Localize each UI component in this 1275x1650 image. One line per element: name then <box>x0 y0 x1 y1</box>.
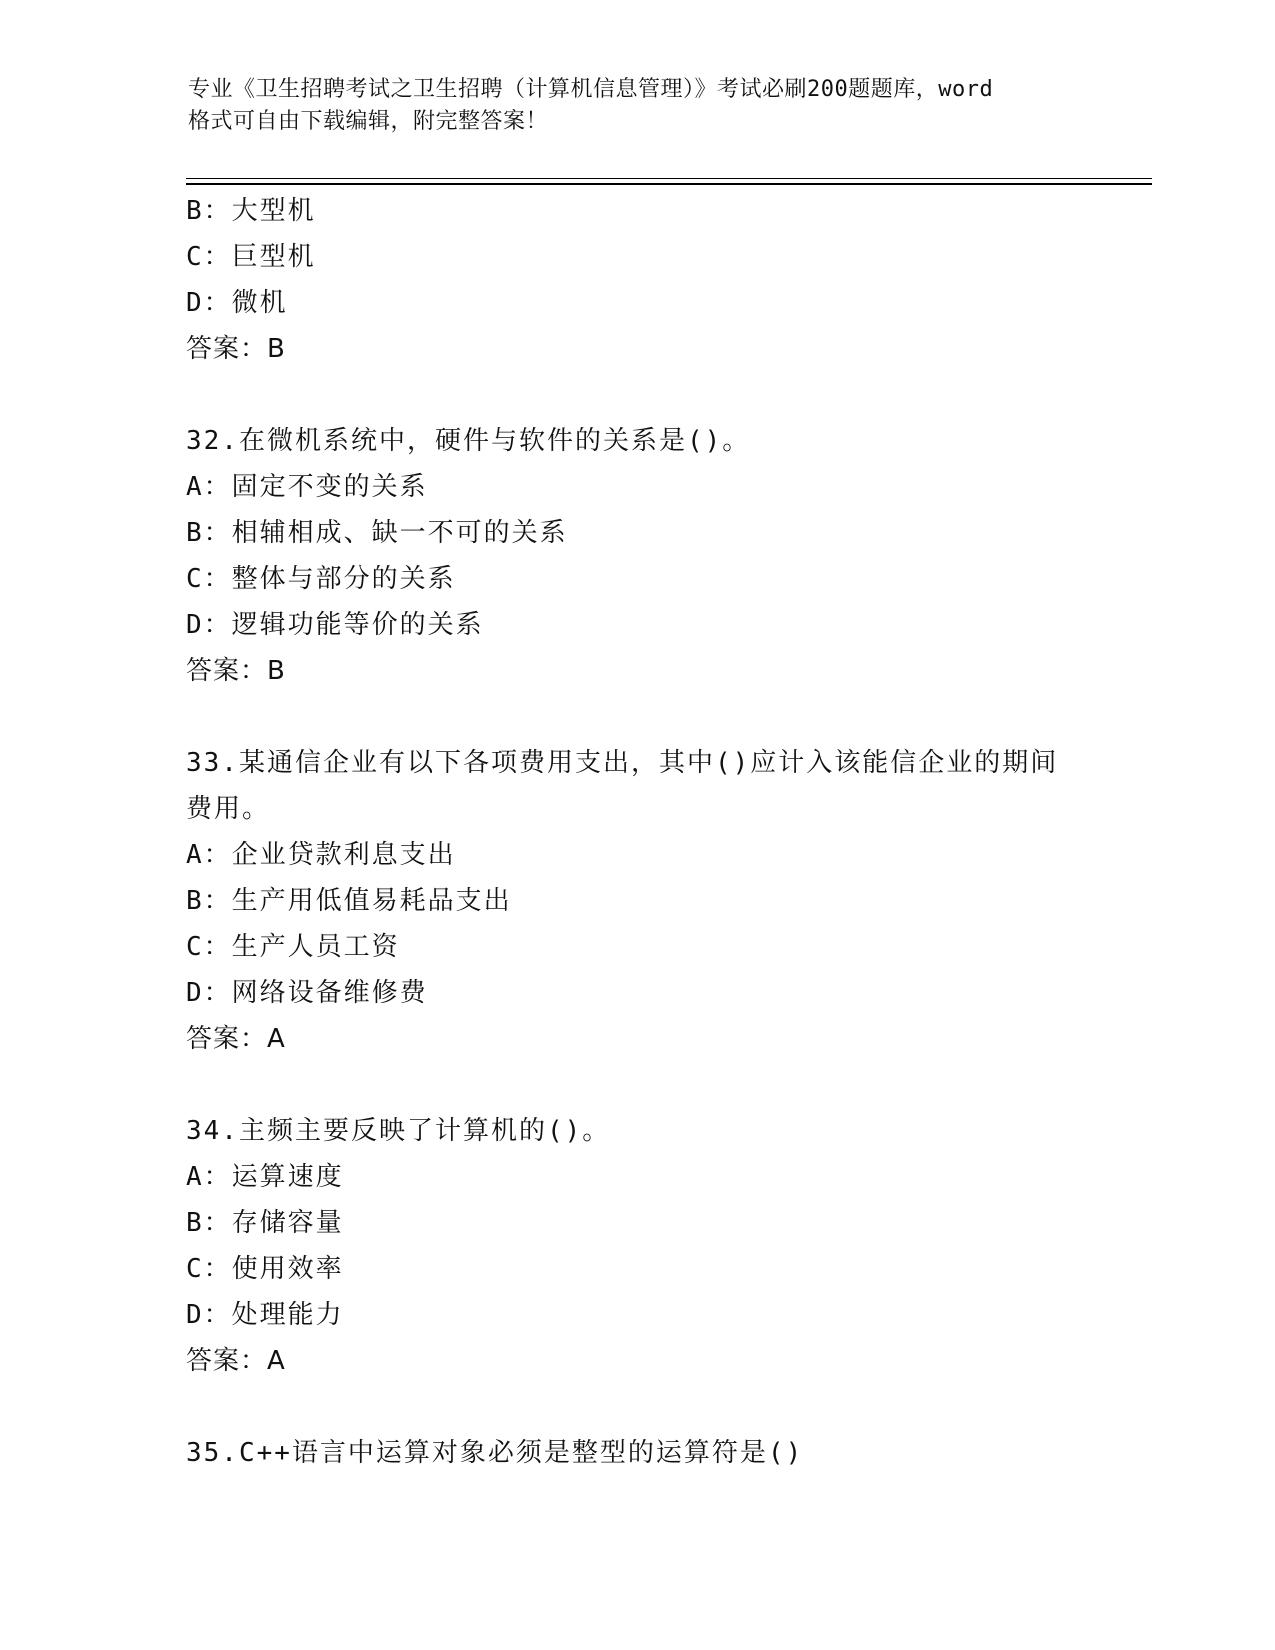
question-list <box>186 188 1086 1476</box>
option-c: C：使用效率 <box>186 1254 344 1284</box>
option-d: D：逻辑功能等价的关系 <box>186 610 484 640</box>
answer: 答案：A <box>186 1024 286 1054</box>
option-c: C：生产人员工资 <box>186 932 400 962</box>
question-stem: 32.在微机系统中，硬件与软件的关系是()。 <box>186 426 751 456</box>
option-a: A：企业贷款利息支出 <box>186 840 456 870</box>
answer: 答案：B <box>186 334 286 364</box>
document-header <box>188 74 1088 138</box>
spacer <box>186 372 1086 418</box>
spacer <box>186 1384 1086 1430</box>
question-stem-line-2: 费用。 <box>186 794 271 824</box>
header-rule-thin <box>186 178 1152 179</box>
option-a: A：固定不变的关系 <box>186 472 428 502</box>
option-c: C：整体与部分的关系 <box>186 564 456 594</box>
option-d: D：处理能力 <box>186 1300 344 1330</box>
answer: 答案：A <box>186 1346 286 1376</box>
header-rule-thick <box>186 183 1152 185</box>
option-b: B：相辅相成、缺一不可的关系 <box>186 518 568 548</box>
option-a: A：运算速度 <box>186 1162 344 1192</box>
question-stem: 34.主频主要反映了计算机的()。 <box>186 1116 611 1146</box>
question-stem-line-1: 33.某通信企业有以下各项费用支出，其中()应计入该能信企业的期间 <box>186 748 1059 778</box>
header-line-2: 格式可自由下载编辑，附完整答案！ <box>188 109 549 134</box>
option-b: B：生产用低值易耗品支出 <box>186 886 512 916</box>
question-34 <box>186 1108 1086 1384</box>
spacer <box>186 1062 1086 1108</box>
question-35 <box>186 1430 1086 1476</box>
header-line-1: 专业《卫生招聘考试之卫生招聘（计算机信息管理）》考试必刷200题题库，word <box>188 77 994 102</box>
question-31 <box>186 188 1086 372</box>
option-c: C：巨型机 <box>186 242 316 272</box>
question-stem: 35.C++语言中运算对象必须是整型的运算符是() <box>186 1438 804 1468</box>
answer: 答案：B <box>186 656 286 686</box>
option-d: D：网络设备维修费 <box>186 978 428 1008</box>
question-32 <box>186 418 1086 694</box>
question-33 <box>186 740 1086 1062</box>
option-b: B：大型机 <box>186 196 316 226</box>
option-b: B：存储容量 <box>186 1208 344 1238</box>
option-d: D：微机 <box>186 288 288 318</box>
spacer <box>186 694 1086 740</box>
